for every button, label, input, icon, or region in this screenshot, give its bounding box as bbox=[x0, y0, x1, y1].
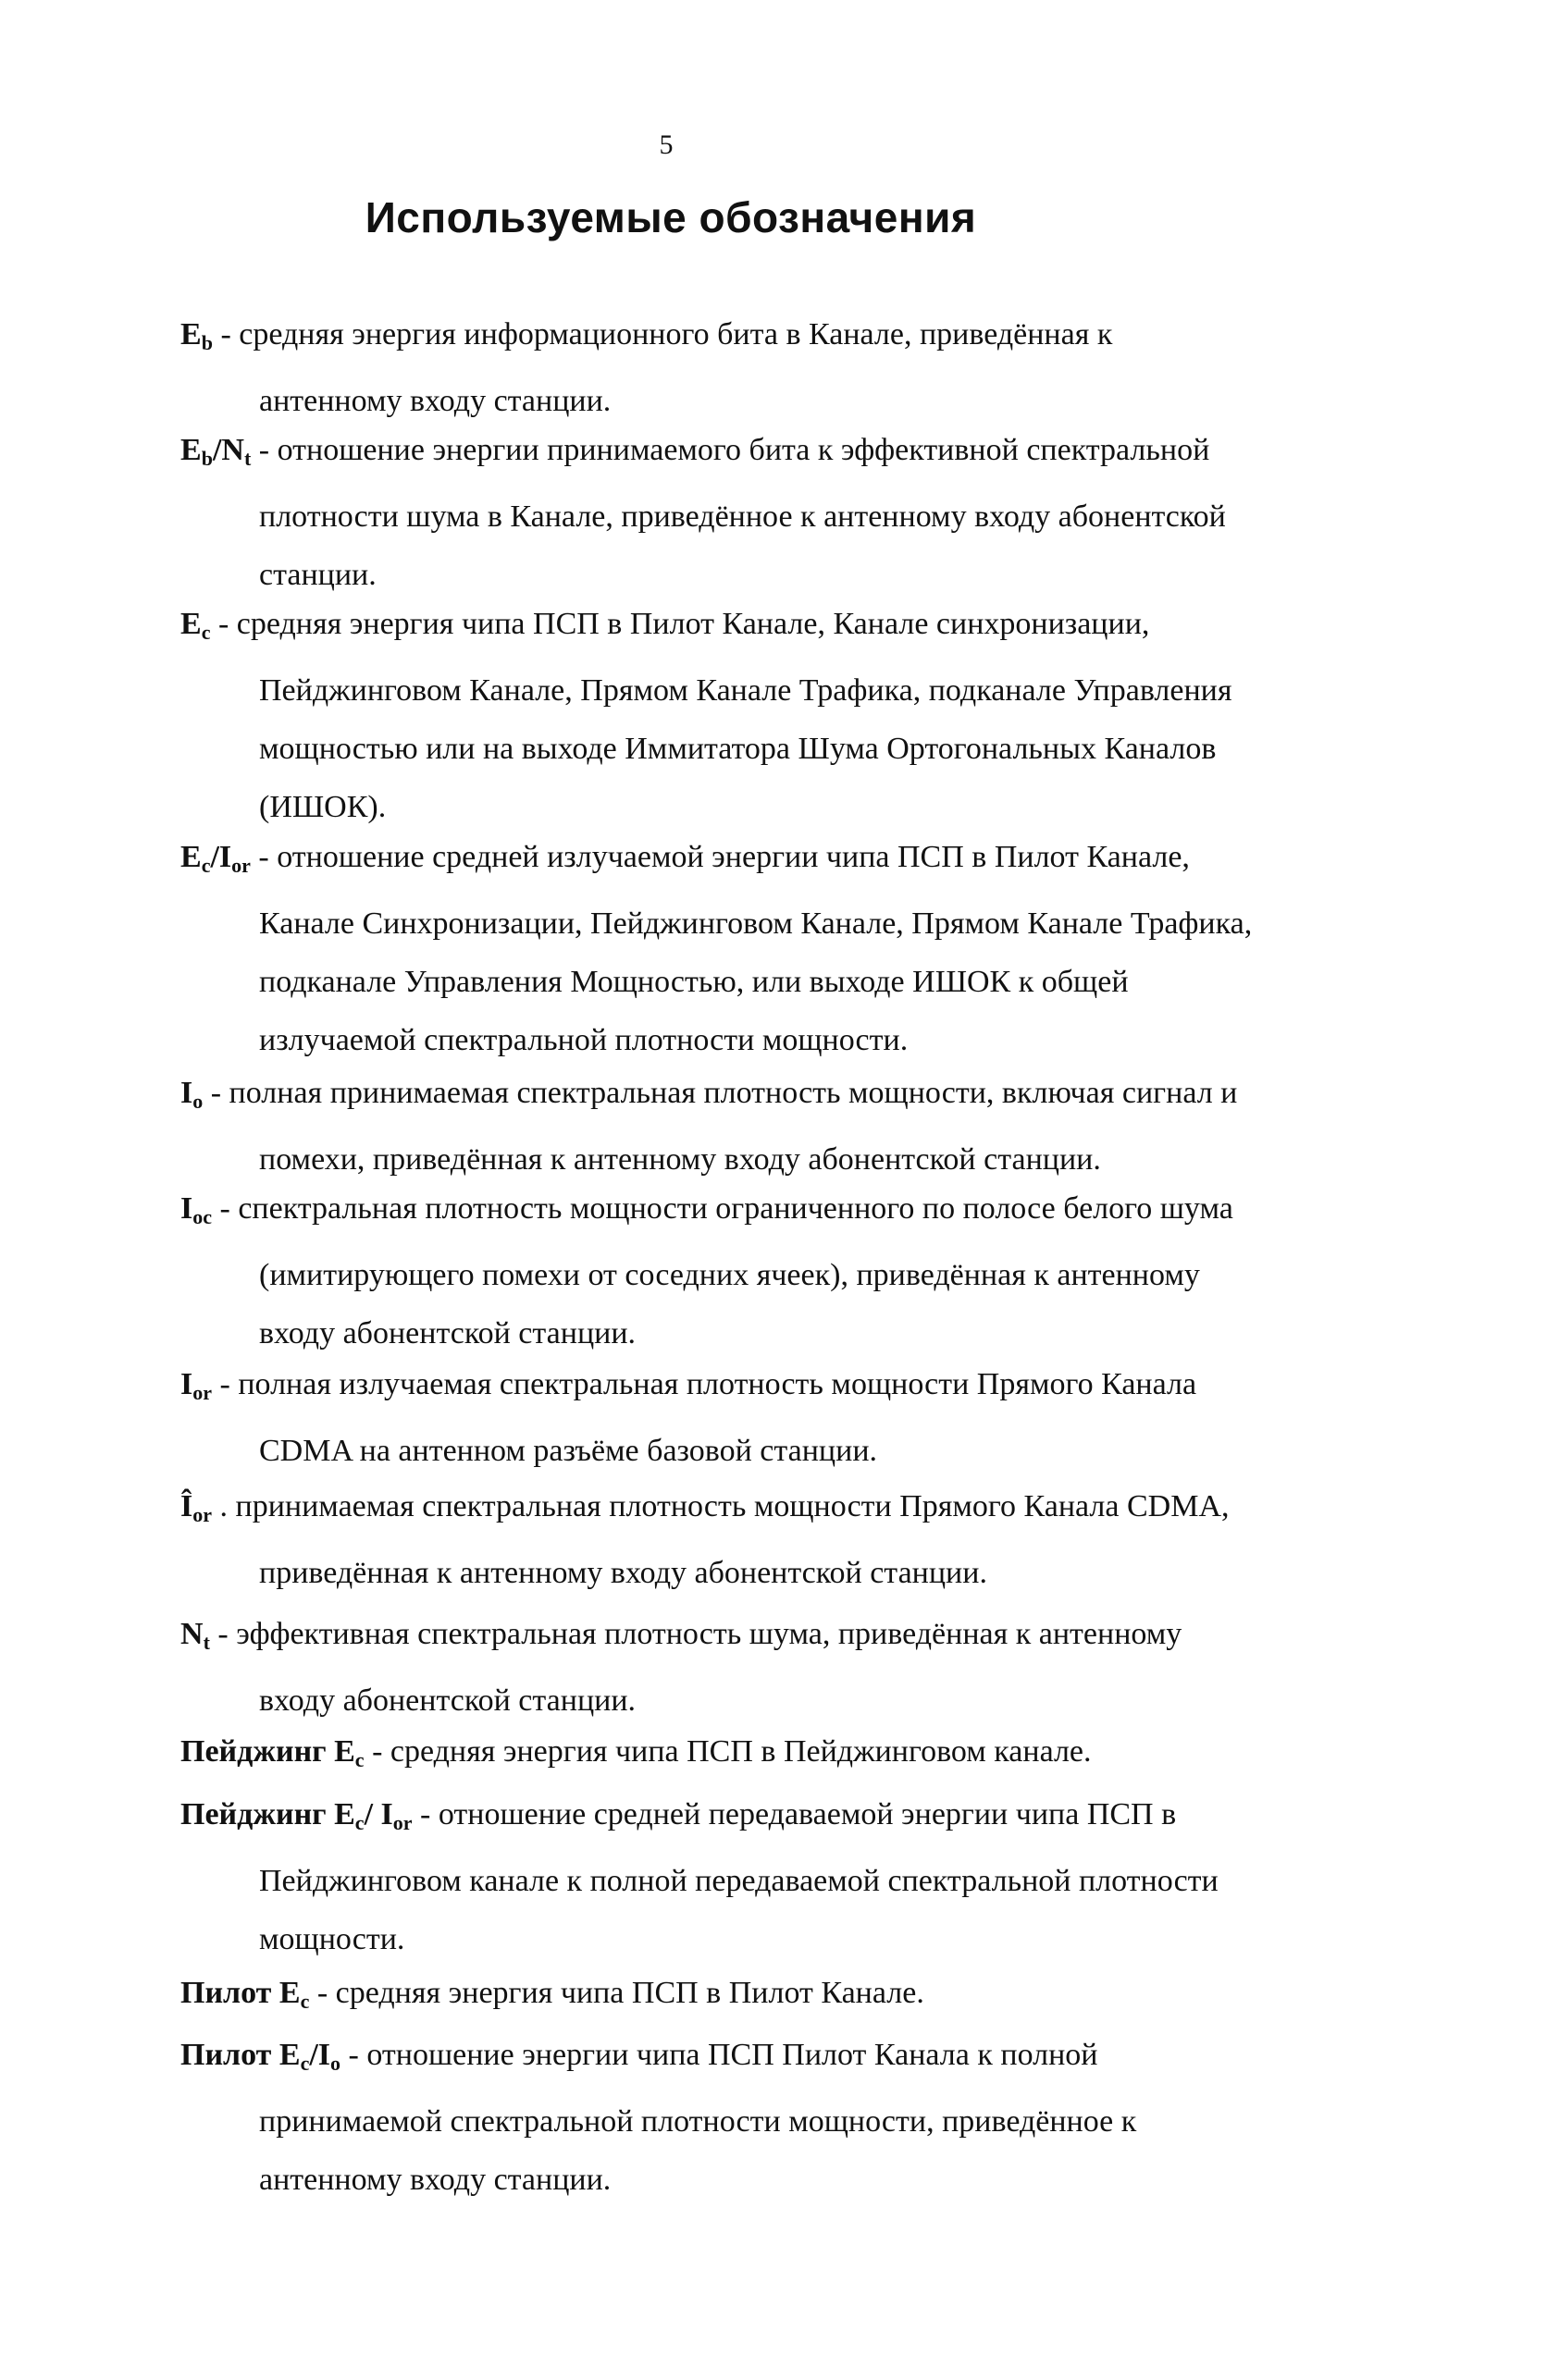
term-ec: $E_c$ bbox=[180, 607, 211, 644]
entry-continuation: (ИШОК). bbox=[259, 790, 387, 824]
entry-first-line: $N_t$ - эффективная спектральная плотность шума, приведённая к антенному bbox=[180, 1617, 1182, 1654]
term-ior: $I_{or}$ bbox=[180, 1367, 212, 1404]
term-paging-ec: Пейджинг $E_c$ bbox=[180, 1734, 365, 1771]
term-pilot-ec: Пилот $E_c$ bbox=[180, 1976, 310, 2013]
page-title: Используемые обозначения bbox=[365, 193, 977, 241]
term-eb: $E_b$ bbox=[180, 317, 213, 354]
entry-continuation: мощности. bbox=[259, 1922, 405, 1956]
glossary-entry bbox=[180, 1785, 1300, 1968]
glossary-entry bbox=[180, 1064, 1300, 1189]
entry-first-line: $I_{or}$ - полная излучаемая спектральная плотность мощности Прямого Канала bbox=[180, 1367, 1197, 1404]
entry-first-line: $I_o$ - полная принимаемая спектральная плотность мощности, включая сигнал и bbox=[180, 1076, 1238, 1113]
term-io: $I_o$ bbox=[180, 1076, 204, 1113]
term-eb-nt: $E_b/N_t$ bbox=[180, 433, 252, 470]
entry-continuation: Пейджинговом Канале, Прямом Канале Трафика, подканале Управления bbox=[259, 673, 1232, 708]
glossary-entry bbox=[180, 1179, 1300, 1363]
glossary-entry bbox=[180, 1964, 1300, 2030]
glossary-entry bbox=[180, 595, 1300, 836]
entry-continuation: Канале Синхронизации, Пейджинговом Канале, Прямом Канале Трафика, bbox=[259, 906, 1253, 941]
entry-first-line: $E_b$ - средняя энергия информационного бита в Канале, приведённая к bbox=[180, 317, 1113, 354]
term-ior-hat: $Î_{or}$ bbox=[180, 1489, 212, 1526]
entry-continuation: подканале Управления Мощностью, или выходе ИШОК к общей bbox=[259, 965, 1129, 999]
entry-continuation: (имитирующего помехи от соседних ячеек), приведённая к антенному bbox=[259, 1258, 1200, 1292]
glossary-entry bbox=[180, 1722, 1300, 1789]
glossary-entry bbox=[180, 1477, 1300, 1602]
glossary-entry bbox=[180, 1605, 1300, 1730]
page-number: 5 bbox=[659, 129, 674, 160]
entry-continuation: приведённая к антенному входу абонентской станции. bbox=[259, 1556, 987, 1590]
entry-first-line: Пилот $E_c/I_o$ - отношение энергии чипа ПСП Пилот Канала к полной bbox=[180, 2038, 1098, 2075]
entry-first-line: $E_c/I_{or}$ - отношение средней излучаемой энергии чипа ПСП в Пилот Канале, bbox=[180, 840, 1190, 877]
entry-first-line: $Î_{or}$ . принимаемая спектральная плотность мощности Прямого Канала CDMA, bbox=[180, 1489, 1230, 1526]
term-ioc: $I_{oc}$ bbox=[180, 1191, 212, 1228]
entry-first-line: Пейджинг $E_c$ - средняя энергия чипа ПСП в Пейджинговом канале. bbox=[180, 1734, 1092, 1771]
entry-continuation: помехи, приведённая к антенному входу абонентской станции. bbox=[259, 1142, 1101, 1177]
entry-continuation: антенному входу станции. bbox=[259, 2163, 612, 2197]
term-pilot-ec-io: Пилот $E_c/I_o$ bbox=[180, 2038, 341, 2075]
entry-continuation: станции. bbox=[259, 558, 377, 592]
entry-first-line: Пилот $E_c$ - средняя энергия чипа ПСП в Пилот Канале. bbox=[180, 1976, 924, 2013]
entry-first-line: Пейджинг $E_c/$ $I_{or}$ - отношение средней передаваемой энергии чипа ПСП в bbox=[180, 1797, 1177, 1834]
glossary-entry bbox=[180, 1355, 1300, 1480]
entry-continuation: плотности шума в Канале, приведённое к антенному входу абонентской bbox=[259, 499, 1226, 534]
glossary-entry bbox=[180, 421, 1300, 604]
entry-continuation: принимаемой спектральной плотности мощности, приведённое к bbox=[259, 2104, 1137, 2139]
entry-continuation: антенному входу станции. bbox=[259, 384, 612, 418]
entry-first-line: $E_b/N_t$ - отношение энергии принимаемого бита к эффективной спектральной bbox=[180, 433, 1210, 470]
glossary-entry bbox=[180, 305, 1300, 430]
entry-continuation: CDMA на антенном разъёме базовой станции. bbox=[259, 1434, 878, 1468]
entry-continuation: входу абонентской станции. bbox=[259, 1316, 637, 1350]
entry-continuation: Пейджинговом канале к полной передаваемой спектральной плотности bbox=[259, 1864, 1219, 1898]
term-paging-ec-ior: Пейджинг $E_c/$ $I_{or}$ bbox=[180, 1797, 413, 1834]
entry-first-line: $E_c$ - средняя энергия чипа ПСП в Пилот Канале, Канале синхронизации, bbox=[180, 607, 1150, 644]
term-ec-ior: $E_c/I_{or}$ bbox=[180, 840, 251, 877]
entry-continuation: входу абонентской станции. bbox=[259, 1683, 637, 1718]
term-nt: $N_t$ bbox=[180, 1617, 210, 1654]
entry-continuation: мощностью или на выходе Иммитатора Шума Ортогональных Каналов bbox=[259, 732, 1217, 766]
glossary-entry bbox=[180, 828, 1300, 1069]
entry-first-line: $I_{oc}$ - спектральная плотность мощности ограниченного по полосе белого шума bbox=[180, 1191, 1233, 1228]
glossary-entry bbox=[180, 2026, 1300, 2209]
entry-continuation: излучаемой спектральной плотности мощности. bbox=[259, 1023, 909, 1057]
